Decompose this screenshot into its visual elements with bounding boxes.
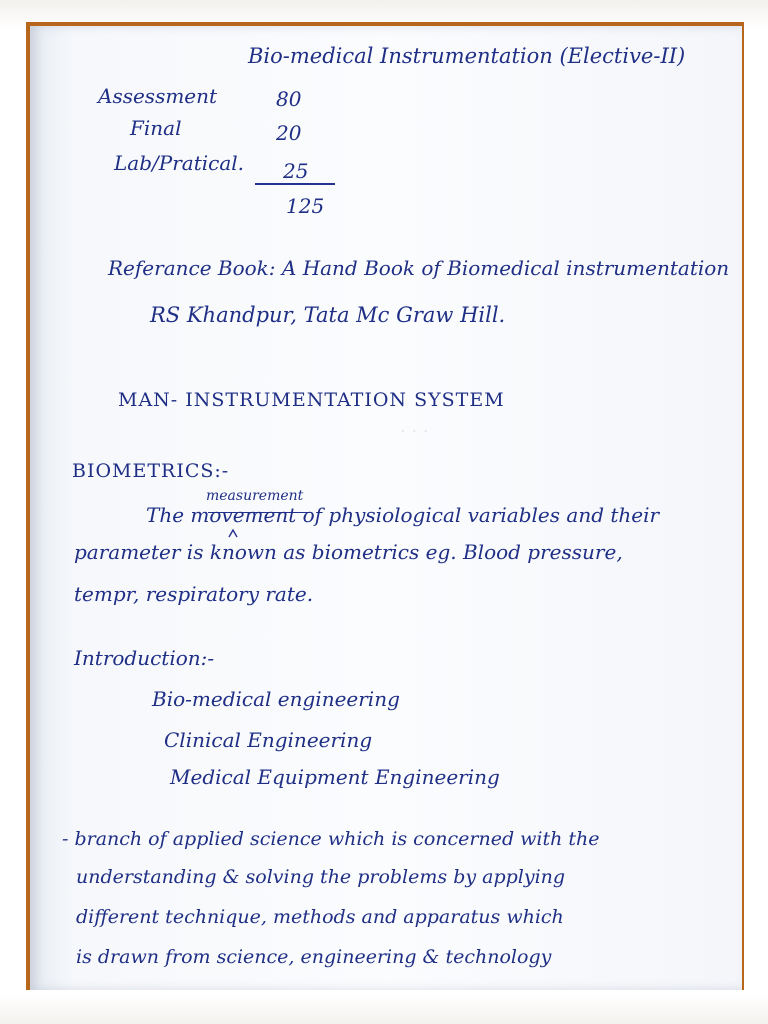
marks-value-assessment: 80	[276, 87, 302, 111]
marks-total: 125	[286, 194, 325, 218]
introduction-item-medical-equipment: Medical Equipment Engineering	[170, 765, 500, 789]
biometrics-line-3: tempr, respiratory rate.	[74, 582, 314, 606]
introduction-item-clinical: Clinical Engineering	[164, 728, 373, 752]
page-heading: Bio-medical Instrumentation (Elective-II)	[248, 44, 686, 68]
marks-value-final: 20	[276, 121, 302, 145]
total-underline	[255, 183, 335, 185]
definition-line-4: is drawn from science, engineering & technology	[76, 946, 552, 968]
biometrics-line-1: The movement of physiological variables and their	[146, 503, 660, 527]
bleed-through-mark: · · ·	[400, 421, 429, 442]
biometrics-line-2: parameter is known as biometrics eg. Blood pressure,	[74, 540, 623, 564]
definition-line-1: - branch of applied science which is concerned with the	[62, 828, 600, 850]
introduction-heading: Introduction:-	[74, 646, 215, 670]
marks-label-assessment: Assessment	[98, 84, 218, 108]
reference-author-line: RS Khandpur, Tata Mc Graw Hill.	[150, 303, 506, 327]
biometrics-heading: BIOMETRICS:-	[72, 460, 230, 482]
introduction-item-bio-medical: Bio-medical engineering	[152, 687, 400, 711]
marks-value-lab: 25	[283, 159, 309, 183]
marks-label-lab: Lab/Pratical.	[114, 151, 244, 175]
definition-line-3: different technique, methods and apparatus which	[76, 906, 564, 928]
inserted-word-measurement: measurement	[206, 488, 304, 504]
marks-label-final: Final	[130, 116, 182, 140]
reference-book-line: Referance Book: A Hand Book of Biomedical instrumentation	[108, 256, 730, 280]
definition-line-2: understanding & solving the problems by applying	[76, 866, 566, 888]
section-title: MAN- INSTRUMENTATION SYSTEM	[118, 389, 505, 411]
insertion-caret-icon	[228, 528, 238, 538]
